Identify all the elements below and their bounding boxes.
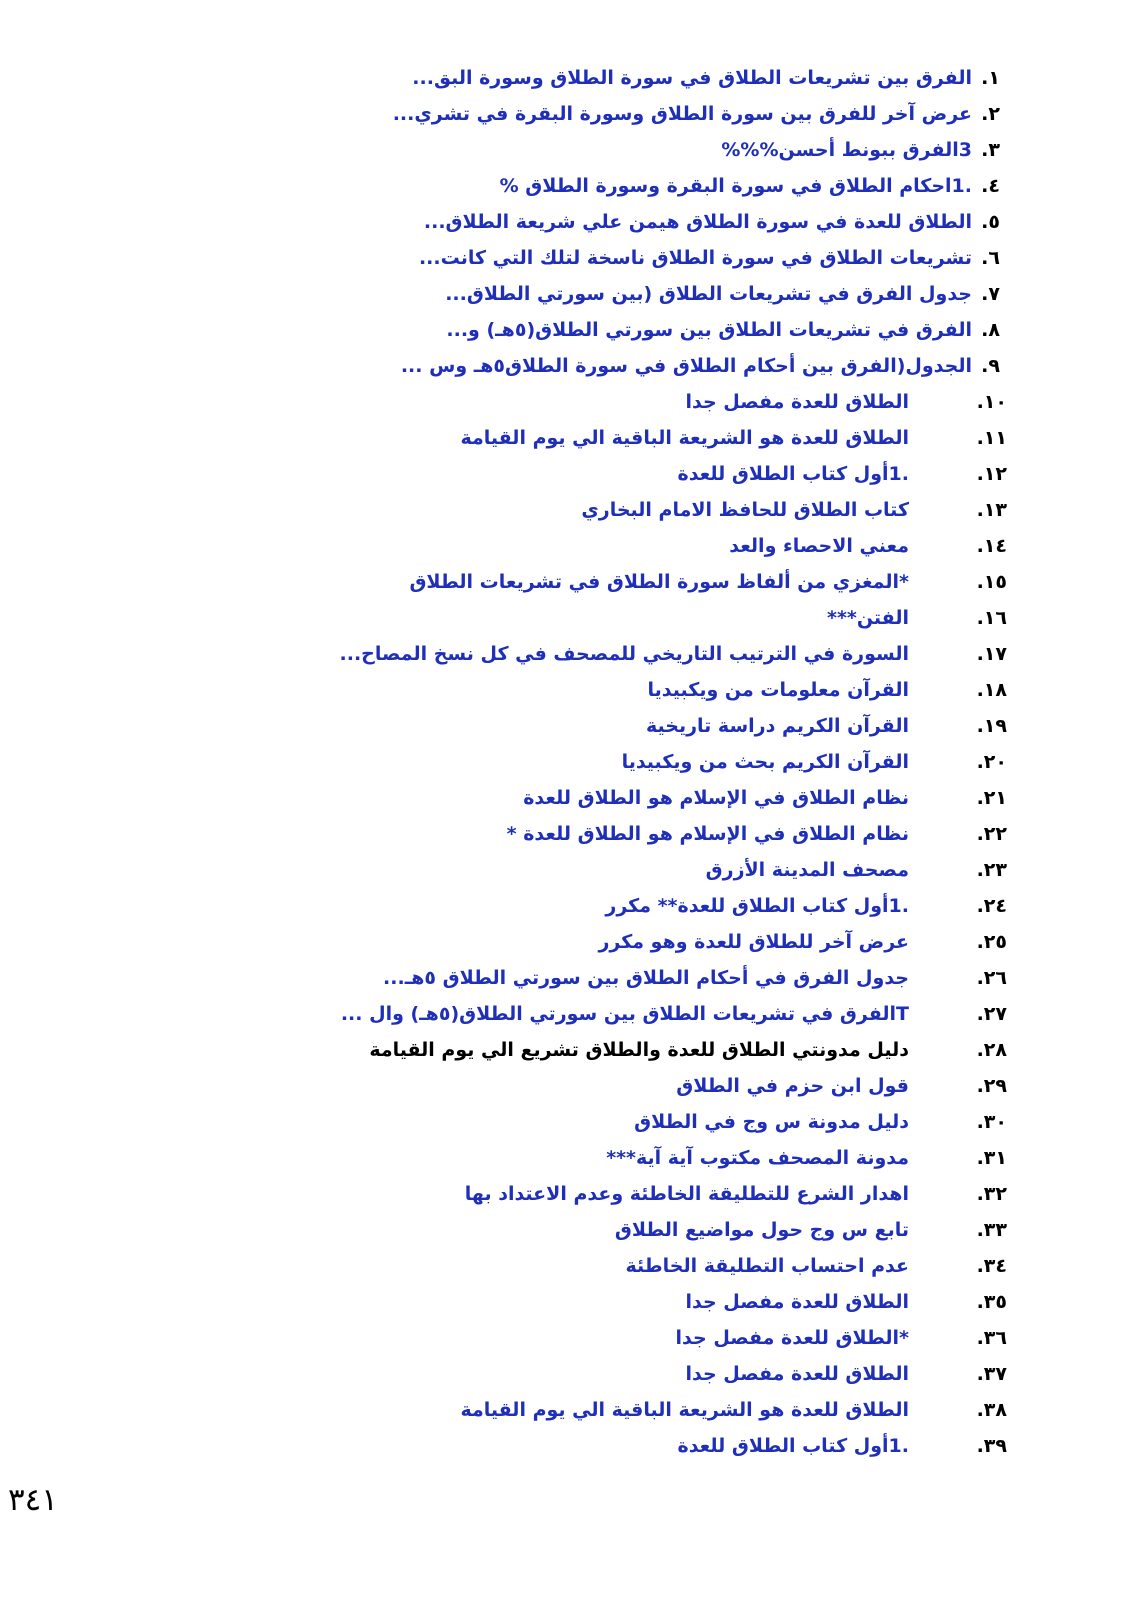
list-item <box>0 1176 1131 1212</box>
list-item-number: ٣٠. <box>976 1111 1007 1133</box>
list-item <box>0 960 1131 996</box>
list-item-number: ١٥. <box>976 571 1007 593</box>
list-item-number: ٢٢. <box>976 823 1007 845</box>
list-item <box>0 600 1131 636</box>
list-item <box>0 60 1131 96</box>
list-item-number: ٣٣. <box>976 1219 1007 1241</box>
list-item <box>0 1140 1131 1176</box>
list-item-link[interactable]: جدول الفرق في تشريعات الطلاق (بين سورتي الطلاق... <box>445 283 972 305</box>
list-item <box>0 744 1131 780</box>
list-item-number: ٢٥. <box>976 931 1007 953</box>
list-item <box>0 96 1131 132</box>
list-item <box>0 384 1131 420</box>
list-item-link[interactable]: الفرق بين تشريعات الطلاق في سورة الطلاق وسورة البق... <box>412 67 972 89</box>
list-item-link[interactable]: السورة في الترتيب التاريخي للمصحف في كل نسخ المصاح... <box>339 643 909 665</box>
link-list <box>0 60 1131 1464</box>
list-item <box>0 1104 1131 1140</box>
list-item <box>0 240 1131 276</box>
list-item <box>0 492 1131 528</box>
list-item <box>0 888 1131 924</box>
list-item-link[interactable]: نظام الطلاق في الإسلام هو الطلاق للعدة * <box>506 823 909 845</box>
list-item <box>0 1392 1131 1428</box>
list-item-link[interactable]: عرض آخر للفرق بين سورة الطلاق وسورة البقرة في تشري... <box>392 103 972 125</box>
list-item-link[interactable]: مدونة المصحف مكتوب آية آية*** <box>606 1147 909 1169</box>
list-item-link[interactable]: عرض آخر للطلاق للعدة وهو مكرر <box>598 931 909 953</box>
list-item-link[interactable]: الطلاق للعدة مفصل جدا <box>685 1363 909 1385</box>
page-number: ٣٤١ <box>8 1482 58 1518</box>
list-item <box>0 348 1131 384</box>
list-item-link[interactable]: الطلاق للعدة هو الشريعة الباقية الي يوم القيامة <box>460 1399 909 1421</box>
list-item-link[interactable]: الطلاق للعدة مفصل جدا <box>685 391 909 413</box>
list-item-text: دليل مدونتي الطلاق للعدة والطلاق تشريع الي يوم القيامة <box>369 1039 909 1061</box>
list-item-number: ٣٤. <box>976 1255 1007 1277</box>
list-item-number: ١٢. <box>976 463 1007 485</box>
list-item-number: ١٠. <box>976 391 1007 413</box>
list-item-link[interactable]: القرآن معلومات من ويكبيديا <box>647 679 909 701</box>
list-item-link[interactable]: القرآن الكريم بحث من ويكبيديا <box>621 751 909 773</box>
list-item <box>0 564 1131 600</box>
list-item-number: ٥. <box>981 211 1000 233</box>
list-item-link[interactable]: الطلاق للعدة في سورة الطلاق هيمن علي شريعة الطلاق... <box>423 211 972 233</box>
list-item-number: ١٧. <box>976 643 1007 665</box>
list-item-number: ١. <box>981 67 1000 89</box>
list-item-number: ١٨. <box>976 679 1007 701</box>
list-item <box>0 1284 1131 1320</box>
list-item-number: ٢١. <box>976 787 1007 809</box>
list-item-number: ٣٦. <box>976 1327 1007 1349</box>
list-item-link[interactable]: جدول الفرق في أحكام الطلاق بين سورتي الطلاق ٥هـ... <box>383 967 909 989</box>
list-item-number: ٢٧. <box>976 1003 1007 1025</box>
list-item-number: ٢. <box>981 103 1000 125</box>
list-item <box>0 852 1131 888</box>
list-item-link[interactable]: .1احكام الطلاق في سورة البقرة وسورة الطلاق % <box>499 175 972 197</box>
list-item <box>0 1068 1131 1104</box>
list-item-link[interactable]: *الطلاق للعدة مفصل جدا <box>675 1327 909 1349</box>
list-item <box>0 816 1131 852</box>
list-item <box>0 1428 1131 1464</box>
list-item-link[interactable]: اهدار الشرع للتطليقة الخاطئة وعدم الاعتداد بها <box>464 1183 909 1205</box>
list-item-link[interactable]: .1أول كتاب الطلاق للعدة <box>677 463 909 485</box>
list-item <box>0 312 1131 348</box>
list-item <box>0 672 1131 708</box>
list-item <box>0 276 1131 312</box>
list-item-link[interactable]: الجدول(الفرق بين أحكام الطلاق في سورة الطلاق٥هـ وس ... <box>400 355 972 377</box>
list-item-number: ٦. <box>981 247 1000 269</box>
list-item <box>0 1248 1131 1284</box>
list-item-number: ١٤. <box>976 535 1007 557</box>
list-item <box>0 420 1131 456</box>
list-item-number: ٢٦. <box>976 967 1007 989</box>
list-item-link[interactable]: نظام الطلاق في الإسلام هو الطلاق للعدة <box>523 787 909 809</box>
list-item <box>0 456 1131 492</box>
list-item <box>0 168 1131 204</box>
list-item-link[interactable]: قول ابن حزم في الطلاق <box>676 1075 909 1097</box>
list-item-link[interactable]: معني الاحصاء والعد <box>729 535 909 557</box>
list-item-link[interactable]: الطلاق للعدة مفصل جدا <box>685 1291 909 1313</box>
list-item-number: ٣٧. <box>976 1363 1007 1385</box>
list-item-number: ٣٩. <box>976 1435 1007 1457</box>
list-item-number: ٣٥. <box>976 1291 1007 1313</box>
list-item-number: ٧. <box>981 283 1000 305</box>
list-item-number: ٢٤. <box>976 895 1007 917</box>
list-item-link[interactable]: *المغزي من ألفاظ سورة الطلاق في تشريعات الطلاق <box>409 571 909 593</box>
list-item-number: ٢٨. <box>976 1039 1007 1061</box>
list-item <box>0 780 1131 816</box>
list-item-number: ٣. <box>981 139 1000 161</box>
list-item-number: ٢٣. <box>976 859 1007 881</box>
list-item-link[interactable]: Tالفرق في تشريعات الطلاق بين سورتي الطلاق(٥هـ) وال ... <box>340 1003 909 1025</box>
list-item <box>0 636 1131 672</box>
list-item-link[interactable]: تابع س وج حول مواضيع الطلاق <box>614 1219 909 1241</box>
list-item-number: ٣٨. <box>976 1399 1007 1421</box>
list-item-number: ٣٢. <box>976 1183 1007 1205</box>
list-item-link[interactable]: الفتن*** <box>827 607 909 629</box>
list-item <box>0 708 1131 744</box>
list-item <box>0 132 1131 168</box>
list-item-link[interactable]: الطلاق للعدة هو الشريعة الباقية الي يوم القيامة <box>460 427 909 449</box>
list-item <box>0 1212 1131 1248</box>
list-item-link[interactable]: 3الفرق ببونط أحسن%%% <box>721 139 972 161</box>
list-item-number: ١٣. <box>976 499 1007 521</box>
list-item <box>0 1320 1131 1356</box>
list-item-link[interactable]: تشريعات الطلاق في سورة الطلاق ناسخة لتلك التي كانت... <box>418 247 972 269</box>
list-item-number: ٨. <box>981 319 1000 341</box>
list-item-link[interactable]: مصحف المدينة الأزرق <box>705 859 909 881</box>
list-item-link[interactable]: الفرق في تشريعات الطلاق بين سورتي الطلاق(٥هـ) و... <box>446 319 972 341</box>
list-item <box>0 924 1131 960</box>
list-item <box>0 1032 1131 1068</box>
list-item-link[interactable]: .1أول كتاب الطلاق للعدة <box>677 1435 909 1457</box>
list-item-link[interactable]: القرآن الكريم دراسة تاريخية <box>646 715 909 737</box>
list-item-link[interactable]: كتاب الطلاق للحافظ الامام البخاري <box>581 499 909 521</box>
list-item-number: ٢٩. <box>976 1075 1007 1097</box>
list-item <box>0 528 1131 564</box>
list-item-number: ٤. <box>981 175 1000 197</box>
list-item-number: ١٩. <box>976 715 1007 737</box>
list-item-link[interactable]: .1أول كتاب الطلاق للعدة** مكرر <box>605 895 909 917</box>
list-item-number: ٢٠. <box>976 751 1007 773</box>
list-item <box>0 1356 1131 1392</box>
list-item <box>0 204 1131 240</box>
list-item <box>0 996 1131 1032</box>
list-item-link[interactable]: عدم احتساب التطليقة الخاطئة <box>625 1255 909 1277</box>
list-item-number: ٣١. <box>976 1147 1007 1169</box>
list-item-link[interactable]: دليل مدونة س وج في الطلاق <box>634 1111 909 1133</box>
list-item-number: ١٦. <box>976 607 1007 629</box>
list-item-number: ١١. <box>976 427 1007 449</box>
list-item-number: ٩. <box>981 355 1000 377</box>
